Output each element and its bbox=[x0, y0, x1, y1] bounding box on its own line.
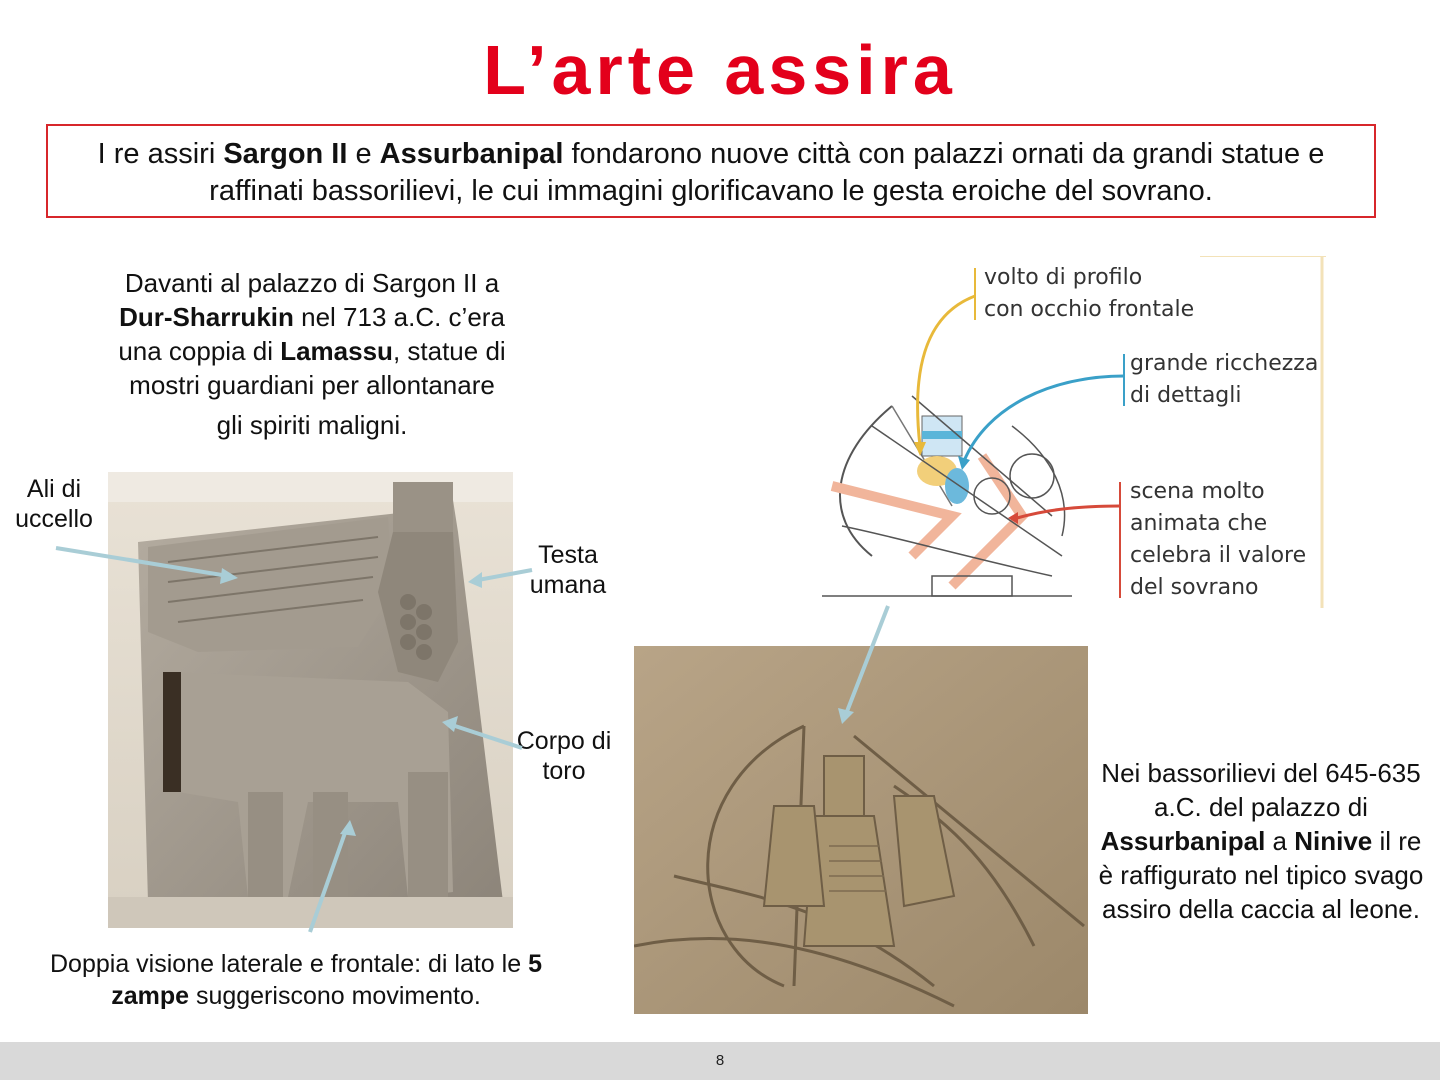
relief-photo bbox=[634, 646, 1088, 1014]
label-body: Corpo di toro bbox=[516, 727, 612, 785]
annotation-scene: scena molto animata che celebra il valore del sovrano bbox=[1130, 479, 1307, 600]
lamassu-caption: Doppia visione laterale e frontale: di lato le 5 zampe suggeriscono movimento. bbox=[50, 950, 542, 1010]
hunt-drawing bbox=[812, 256, 1326, 608]
intro-box bbox=[46, 124, 1376, 218]
lamassu-description: Davanti al palazzo di Sargon II a Dur-Sharrukin nel 713 a.C. c’era una coppia di Lamassu, statue di mostri guardiani per allontanare gli spiriti maligni. bbox=[118, 268, 506, 440]
page-number: 8 bbox=[715, 1052, 725, 1069]
annotation-details: grande ricchezza di dettagli bbox=[1130, 351, 1319, 408]
slide-title: L’arte assira bbox=[483, 31, 957, 109]
annotation-face: volto di profilo con occhio frontale bbox=[984, 265, 1195, 322]
intro-text: I re assiri Sargon II e Assurbanipal fondarono nuove città con palazzi ornati da grandi statue e raffinati bassorilievi, le cui immagini glorificavano le gesta eroiche del sovrano. bbox=[97, 138, 1325, 207]
label-wings: Ali di uccello bbox=[15, 475, 93, 533]
label-head: Testa umana bbox=[529, 541, 607, 599]
relief-description: Nei bassorilievi del 645-635 a.C. del palazzo di Assurbanipal a Ninive il re è raffigurato nel tipico svago assiro della caccia al leone. bbox=[1098, 758, 1424, 924]
lamassu-photo bbox=[108, 472, 513, 928]
